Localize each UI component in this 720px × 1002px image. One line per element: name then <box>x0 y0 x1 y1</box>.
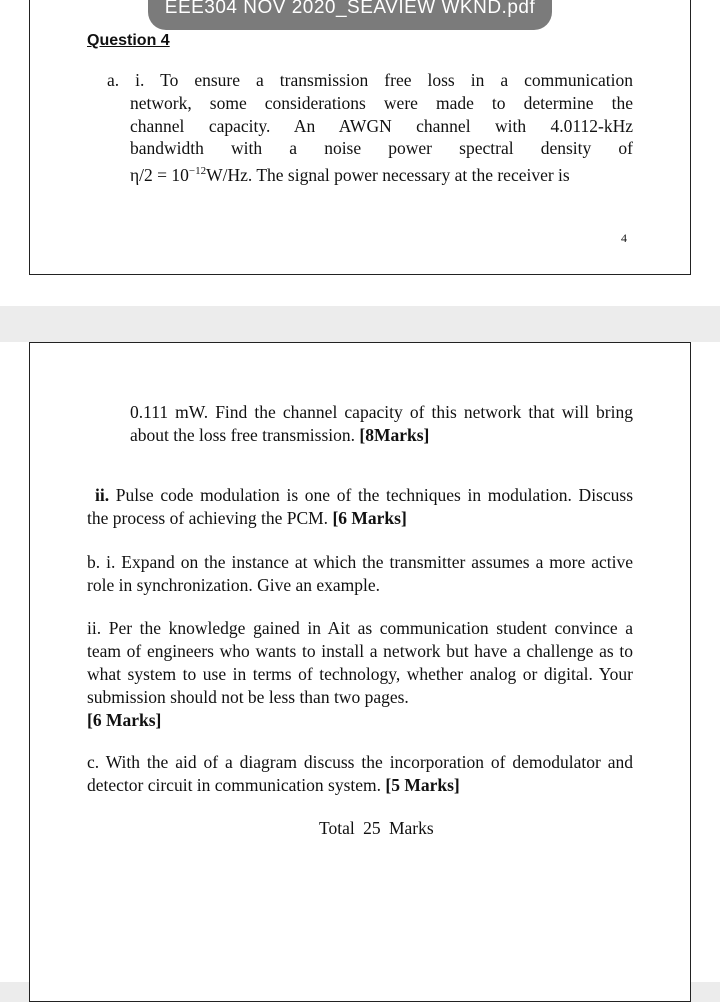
question-title: Question 4 <box>87 32 170 49</box>
part-c-marks: [5 Marks] <box>385 775 460 795</box>
part-a-i-label: a. i. <box>107 70 145 90</box>
part-a-i-continued <box>130 401 633 447</box>
part-a-i-continued-text: 0.111 mW. Find the channel capacity of this network that will bring about the loss free transmission. <box>130 402 633 445</box>
file-title: EEE304 NOV 2020_SEAVIEW WKND.pdf <box>164 0 536 18</box>
page-number: 4 <box>621 231 627 245</box>
file-title-banner <box>148 0 552 30</box>
noise-psd-exponent: −12 <box>188 165 207 177</box>
part-b-ii <box>87 617 633 732</box>
part-c-text: c. With the aid of a diagram discuss the incorporation of demodulator and detector circuit in communication system. <box>87 752 633 795</box>
part-a-i-line3: channel capacity. An AWGN channel with 4.0112-kHz <box>130 116 633 136</box>
part-a-ii-text: Pulse code modulation is one of the techniques in modulation. Discuss the process of achieving the PCM. <box>87 485 633 528</box>
part-a-ii <box>87 484 633 530</box>
part-b-i: b. i. Expand on the instance at which the transmitter assumes a more active role in synchronization. Give an example. <box>87 552 633 595</box>
page-gap <box>0 306 720 342</box>
part-a-i-marks: [8Marks] <box>359 425 430 445</box>
total-marks: Total 25 Marks <box>319 818 434 838</box>
part-b-ii-text: ii. Per the knowledge gained in Ait as communication student convince a team of engineers who wants to install a network but have a challenge as to what system to use in terms of technology, whether analog or digital. Your submission should not be less than two pages. <box>87 618 633 707</box>
part-a-i-line2: network, some considerations were made to determine the <box>130 93 633 113</box>
part-a-ii-marks: [6 Marks] <box>332 508 407 528</box>
part-b-ii-marks: [6 Marks] <box>87 710 162 730</box>
part-a-i-line5: W/Hz. The signal power necessary at the receiver is <box>206 164 570 185</box>
noise-psd-expression: η/2 = 10 <box>130 164 189 185</box>
part-c <box>87 751 633 797</box>
part-a-i-line1: To ensure a transmission free loss in a communication <box>160 70 634 90</box>
part-a-ii-label: ii. <box>95 485 110 505</box>
part-a-i-line4: bandwidth with a noise power spectral density of <box>130 138 633 158</box>
